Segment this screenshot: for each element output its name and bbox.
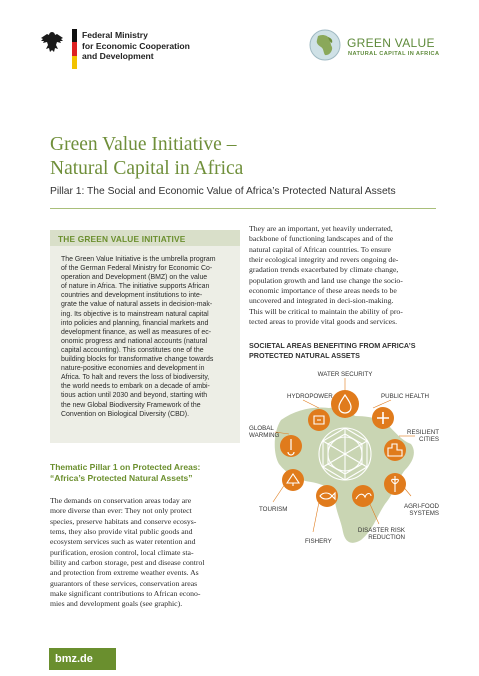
green-value-globe-logo [308,28,342,62]
label-resilient-cities-2: CITIES [419,436,439,443]
fishery-icon [316,485,338,507]
green-value-info-box [50,230,240,443]
label-water-security: WATER SECURITY [317,371,373,378]
page-header [0,0,479,100]
label-public-health: PUBLIC HEALTH [381,393,430,400]
tourism-icon [282,469,304,491]
hydropower-icon [308,409,330,431]
label-hydropower: HYDROPOWER [287,393,333,400]
page-subtitle: Pillar 1: The Social and Economic Value of Africa’s Protected Natural Assets [50,186,396,197]
agri-food-systems-icon [384,473,406,495]
info-box-text: The Green Value Initiative is the umbrella program of the German Federal Ministry for Economic Co- operation and Development (BMZ) on the value of nature in Africa. The initiative supports African countries and development institutions to inte- grate the value of natural assets in decision-mak- ing. Its objective is to mainstream natural capital into policies and planning, financial markets and development finance, as well as measures of ec- onomic progress and national accounts (natural capital accounting). This constitutes one of the building blocks for transformative change towards nature-positive economies and development in Africa. To halt and revers the loss of biodiversity, the world needs to embark on a decade of ambi- tious action until 2030 and beyond, starting with the new Global Biodiversity Framework of the Convention on Biological Diversity (CBD). [61,256,216,418]
pillar-body-text: The demands on conservation areas today are more diverse than ever: They not only protect species, preserve habitats and conserve ecosys- tems, they also provide vital public goods and ecosystem services such as water retention and purification, erosion control, local climate sta- bility and carbon storage, pest and disease control and protection from extreme weather events. As guarantors of these services, conservation areas make significant contributions to African econo- mies and development goals (see graphic). [50,496,205,609]
disaster-risk-reduction-icon [352,485,374,507]
global-warming-icon [280,435,302,457]
societal-areas-infographic [245,366,445,566]
label-agri-food-2: SYSTEMS [409,510,439,517]
graphic-title: SOCIETAL AREAS BENEFITING FROM AFRICA’S PROTECTED NATURAL ASSETS [249,341,416,360]
german-flag [72,29,77,69]
resilient-cities-icon [384,439,406,461]
label-tourism: TOURISM [259,506,288,513]
page-title: Green Value Initiative – Natural Capital in Africa [50,134,244,179]
label-agri-food-1: AGRI-FOOD [403,503,439,510]
water-security-icon [331,390,359,418]
federal-eagle-icon [40,30,64,56]
ministry-name: Federal Ministry for Economic Cooperation and Development [82,30,190,61]
label-fishery: FISHERY [305,538,332,545]
pillar-heading: Thematic Pillar 1 on Protected Areas: “Africa’s Protected Natural Assets” [50,462,201,483]
green-value-logo-text: GREEN VALUE [347,36,435,50]
label-disaster-1: DISASTER RISK [357,527,405,534]
footer-link[interactable]: bmz.de [55,653,93,665]
title-divider [50,208,436,209]
right-column-text: They are an important, yet heavily underrated, backbone of functioning landscapes and of the natural capital of African countries. To ensure their ecological integrity and revers ongoing de- gradation trends exacerbated by climate change, population growth and land use change the socio- economic importance of these areas needs to be uncovered and integrated in deci-sion-making. This will be critical to maintain the ability of pro- tected areas to provide vital goods and services. [249,224,403,327]
bmz-footer-badge[interactable] [49,648,116,670]
label-disaster-2: REDUCTION [368,534,405,541]
info-box-header [50,230,240,246]
label-resilient-cities-1: RESILIENT [407,429,439,436]
green-value-tagline: NATURAL CAPITAL IN AFRICA [348,51,440,57]
info-box-title: THE GREEN VALUE INITIATIVE [58,234,186,244]
public-health-icon [372,407,394,429]
label-global-warming-2: WARMING [249,432,280,439]
label-global-warming-1: GLOBAL [249,425,274,432]
